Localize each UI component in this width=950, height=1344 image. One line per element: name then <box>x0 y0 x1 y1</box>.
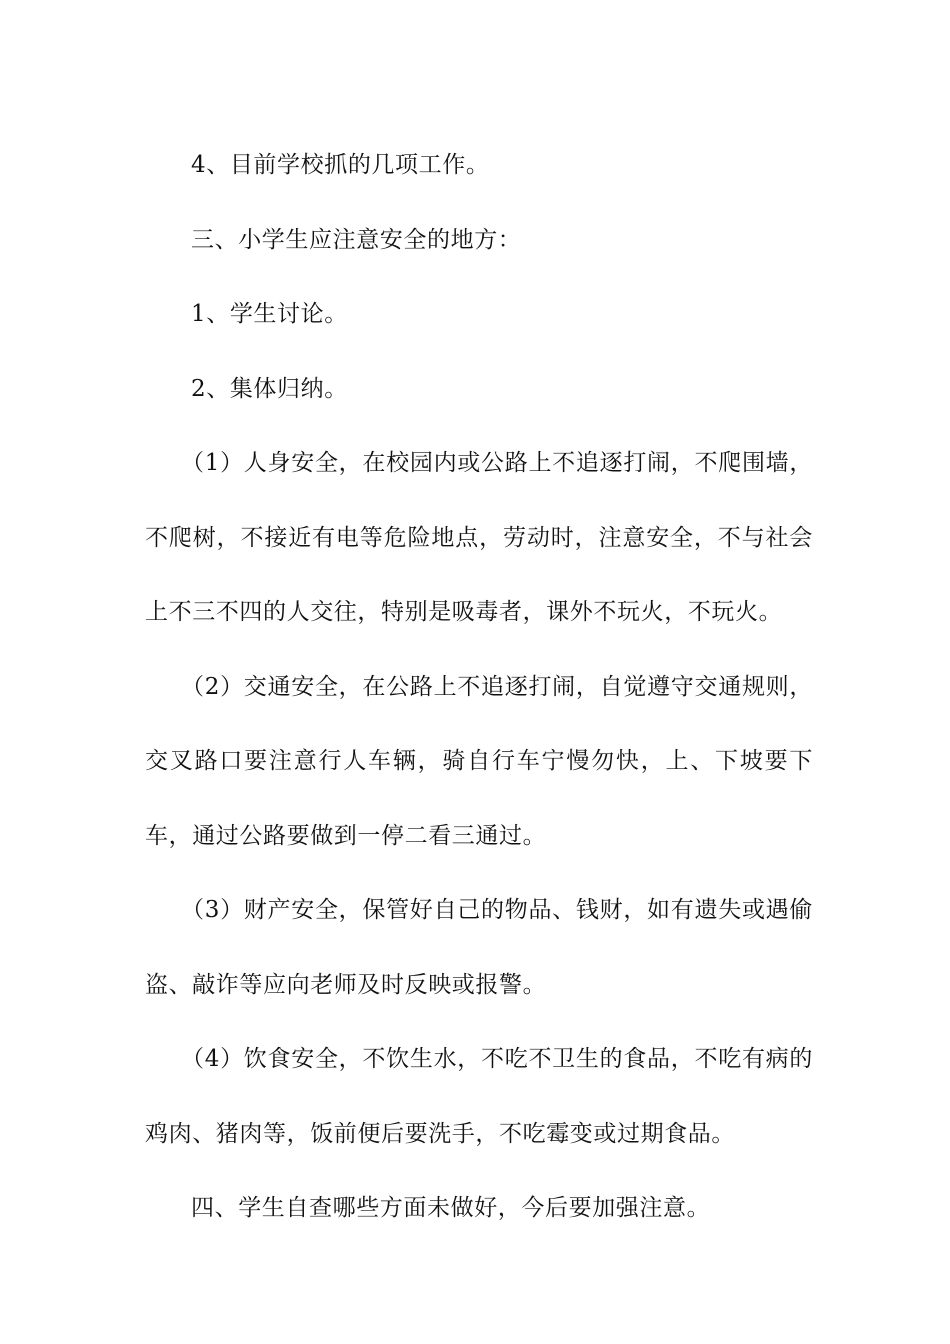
paragraph-property-safety: （3）财产安全，保管好自己的物品、钱财，如有遗失或遇偷盗、敲诈等应向老师及时反映或报警。 <box>145 897 813 998</box>
section-heading-4: 四、学生自查哪些方面未做好，今后要加强注意。 <box>191 1195 711 1221</box>
section-heading-3: 三、小学生应注意安全的地方： <box>191 226 522 253</box>
list-item-2: 2、集体归纳。 <box>191 375 348 402</box>
paragraph-traffic-safety: （2）交通安全，在公路上不追逐打闹，自觉遵守交通规则，交叉路口要注意行人车辆，骑自行车宁慢勿快，上、下坡要下车，通过公路要做到一停二看三通过。 <box>145 673 813 849</box>
paragraph-item-4: 4、目前学校抓的几项工作。 <box>191 152 490 178</box>
list-item-1: 1、学生讨论。 <box>191 301 348 327</box>
document-body <box>145 128 813 1246</box>
paragraph-personal-safety: （1）人身安全，在校园内或公路上不追逐打闹，不爬围墙，不爬树，不接近有电等危险地点，劳动时，注意安全，不与社会上不三不四的人交往，特别是吸毒者，课外不玩火，不玩火。 <box>145 450 813 625</box>
paragraph-food-safety: （4）饮食安全，不饮生水，不吃不卫生的食品，不吃有病的鸡肉、猪肉等，饭前便后要洗手，不吃霉变或过期食品。 <box>145 1046 813 1147</box>
